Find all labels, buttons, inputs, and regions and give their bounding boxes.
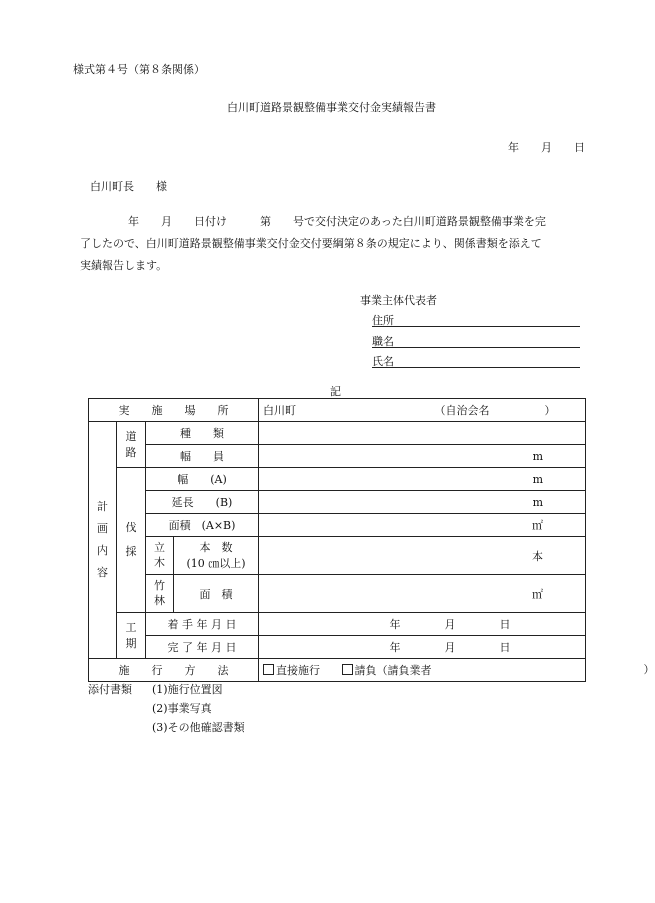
- body-text-line-3: 実績報告します。: [80, 259, 168, 272]
- tree-count-line1: 本 数: [199, 541, 233, 555]
- attachments-list: [152, 681, 245, 738]
- body-text-line-2: 了したので、白川町道路景観整備事業交付金交付要綱第８条の規定により、関係書類を添えて: [80, 237, 542, 250]
- checkbox-icon: [342, 664, 353, 675]
- report-table: [88, 398, 655, 682]
- bamboo-area-label: 面 積: [174, 575, 259, 613]
- length-b-value[interactable]: [259, 491, 586, 514]
- end-date-value[interactable]: [259, 636, 586, 659]
- location-label: 実 施 場 所: [89, 399, 259, 422]
- bamboo-row: [89, 575, 586, 613]
- report-date: 年 月 日: [508, 141, 585, 154]
- tree-count-row: [89, 537, 586, 575]
- unit-m2: ㎡: [532, 587, 543, 601]
- method-row: [89, 659, 586, 682]
- road-type-row: [89, 422, 586, 445]
- location-value: 白川町: [263, 404, 296, 417]
- unit-m: m: [532, 472, 543, 486]
- method-cell: [259, 659, 655, 682]
- area-row: [89, 514, 586, 537]
- construction-period-label: 工 期: [117, 613, 146, 659]
- tree-count-label: [174, 537, 259, 575]
- standing-trees-label: 立 木: [146, 537, 174, 575]
- start-date-label: 着 手 年 月 日: [146, 613, 259, 636]
- addressee: 白川町長 様: [90, 180, 167, 193]
- direct-checkbox[interactable]: [263, 664, 320, 677]
- plan-content-label: 計 画 内 容: [89, 422, 117, 659]
- tree-count-value[interactable]: [259, 537, 586, 575]
- unit-m: m: [532, 495, 543, 509]
- bamboo-area-value[interactable]: [259, 575, 586, 613]
- area-label: 面積 (A×B): [146, 514, 259, 537]
- checkbox-icon: [263, 664, 274, 675]
- road-width-value[interactable]: [259, 445, 586, 468]
- road-label: 道 路: [117, 422, 146, 468]
- end-date-row: [89, 636, 586, 659]
- area-value[interactable]: [259, 514, 586, 537]
- length-b-row: [89, 491, 586, 514]
- contract-label: 請負（請負業者: [354, 664, 432, 677]
- width-a-row: [89, 468, 586, 491]
- name-label: 氏名: [372, 355, 394, 368]
- applicant-address-field[interactable]: [372, 312, 580, 327]
- length-b-label: 延長 (B): [146, 491, 259, 514]
- location-assoc: （自治会名 ）: [434, 404, 556, 417]
- unit-hon: 本: [532, 549, 543, 563]
- applicant-name-field[interactable]: [372, 353, 580, 368]
- direct-label: 直接施行: [276, 664, 320, 677]
- form-number: 様式第４号（第８条関係）: [73, 63, 205, 76]
- contract-checkbox[interactable]: [342, 664, 432, 677]
- road-width-label: 幅 員: [146, 445, 259, 468]
- width-a-value[interactable]: [259, 468, 586, 491]
- road-type-value[interactable]: [259, 422, 586, 445]
- address-label: 住所: [372, 314, 394, 327]
- note-mark: 記: [330, 385, 341, 398]
- method-label: 施 行 方 法: [89, 659, 259, 682]
- start-date-value[interactable]: [259, 613, 586, 636]
- attachment-item: (2)事業写真: [152, 702, 212, 715]
- location-row: [89, 399, 586, 422]
- road-width-row: [89, 445, 586, 468]
- applicant-heading: 事業主体代表者: [360, 294, 437, 307]
- tree-count-line2: (10 ㎝以上): [186, 556, 246, 570]
- location-cell[interactable]: [259, 399, 586, 422]
- width-a-label: 幅 (A): [146, 468, 259, 491]
- end-date-text: 年 月 日: [389, 641, 511, 654]
- road-type-label: 種 類: [146, 422, 259, 445]
- document-title: 白川町道路景観整備事業交付金実績報告書: [227, 101, 436, 114]
- bamboo-label: 竹 林: [146, 575, 174, 613]
- position-label: 職名: [372, 335, 394, 348]
- start-date-row: [89, 613, 586, 636]
- applicant-position-field[interactable]: [372, 333, 580, 348]
- start-date-text: 年 月 日: [389, 618, 511, 631]
- body-text-line-1: 年 月 日付け 第 号で交付決定のあった白川町道路景観整備事業を完: [128, 215, 546, 228]
- attachment-item: (1)施行位置図: [152, 683, 223, 696]
- unit-m2: ㎡: [532, 519, 543, 532]
- attachment-item: (3)その他確認書類: [152, 721, 245, 734]
- felling-label: 伐 採: [117, 468, 146, 613]
- end-date-label: 完 了 年 月 日: [146, 636, 259, 659]
- contract-close: ）: [643, 663, 655, 676]
- attachments-label: 添付書類: [88, 683, 132, 696]
- unit-m: m: [532, 449, 543, 463]
